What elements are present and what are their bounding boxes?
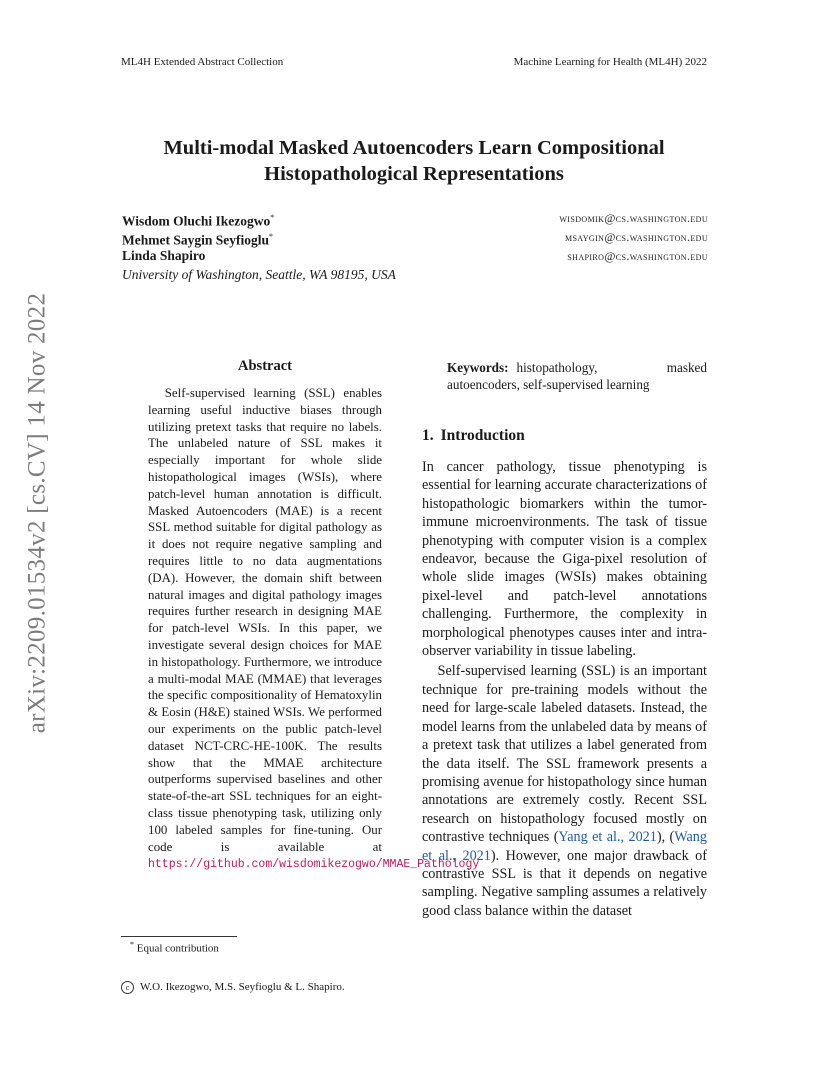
citation-link[interactable]: Yang et al., 2021 xyxy=(558,829,657,846)
running-header-right: Machine Learning for Health (ML4H) 2022 xyxy=(513,56,707,68)
footnote-rule xyxy=(121,936,237,937)
abstract-heading: Abstract xyxy=(238,358,292,374)
copyright-icon: c xyxy=(121,981,134,994)
author-name: Mehmet Saygin Seyfioglu xyxy=(122,232,269,248)
author-email: msaygin@cs.washington.edu xyxy=(564,230,708,244)
author-mark: * xyxy=(270,213,275,222)
abstract-body: Self-supervised learning (SSL) enables learning useful inductive biases through utilizing pretext tasks that require no labels. The unlabeled nature of SSL makes it especially important for whole slide histopathological images (WSIs), where patch-level human annotation is difficult. Masked Autoencoders (MAE) is a recent SSL method suitable for digital pathology as it does not require negative sampling and requires little to no data augmentations (DA). However, the domain shift between natural images and digital pathology images requires further research in designing MAE for patch-level WSIs. In this paper, we investigate several design choices for MAE in histopathology. Furthermore, we introduce a multi-modal MAE (MMAE) that leverages the specific compositionality of Hematoxylin & Eosin (H&E) stained WSIs. We performed our experiments on the public patch-level dataset NCT-CRC-HE-100K. The results show that the MMAE architecture outperforms supervised baselines and other state-of-the-art SSL techniques for an eight-class tissue phenotyping task, utilizing only 100 labeled samples for fine-tuning. Our code is available at xyxy=(148,386,382,854)
code-link[interactable]: https://github.com/wisdomikezogwo/MMAE_Pathology xyxy=(148,858,480,872)
abstract-text xyxy=(148,385,480,874)
author-block xyxy=(122,208,708,284)
author-name: Linda Shapiro xyxy=(122,248,206,263)
paragraph: In cancer pathology, tissue phenotyping is essential for learning accurate characterizations of histopathologic biomarkers within the tumor-immune microenvironments. The task of tissue phenotyping with computer vision is a complex endeavor, because the Giga-pixel resolution of whole slide images (WSIs) makes obtaining pixel-level and patch-level annotations challenging. Furthermore, the complexity in morphological phenotypes causes inter and intra-observer variability in tissue labeling. xyxy=(422,459,707,660)
paragraph-text: Self-supervised learning (SSL) is an important technique for pre-training models without the need for large-scale labeled datasets. Instead, the model learns from the unlabeled data by means of a pretext task that utilizes a label generated from the data itself. The SSL framework presents a promising avenue for histopathology since human annotations are extremely costly. Recent SSL research on histopathology focused mostly on contrastive techniques ( xyxy=(422,663,707,846)
introduction-body xyxy=(422,458,707,920)
author-name: Wisdom Oluchi Ikezogwo xyxy=(122,213,271,229)
author-row xyxy=(122,246,708,265)
section-title: Introduction xyxy=(440,427,525,444)
keywords-text: histopathology, masked autoencoders, self-supervised learning xyxy=(447,360,707,392)
section-number: 1. xyxy=(422,427,434,444)
author-row xyxy=(122,208,708,227)
copyright-line xyxy=(121,981,345,994)
footnote-text: Equal contribution xyxy=(136,942,219,955)
running-header-left: ML4H Extended Abstract Collection xyxy=(121,56,284,68)
author-email: shapiro@cs.washington.edu xyxy=(567,249,708,263)
keywords-label: Keywords: xyxy=(447,360,509,375)
paragraph xyxy=(422,662,707,920)
paragraph-text: ). However, one major drawback of contrastive SSL is that it depends on negative sampling. Negative sampling assumes a relatively good class balance within the dataset xyxy=(422,847,707,919)
keywords xyxy=(447,360,707,394)
footnote-mark: * xyxy=(130,940,134,949)
paper-title: Multi-modal Masked Autoencoders Learn Compositional Histopathological Representations xyxy=(163,137,665,185)
section-heading xyxy=(422,427,525,445)
arxiv-stamp xyxy=(23,268,50,758)
affiliation: University of Washington, Seattle, WA 98195, USA xyxy=(122,267,396,282)
copyright-text: W.O. Ikezogwo, M.S. Seyfioglu & L. Shapiro. xyxy=(140,981,345,993)
author-email: wisdomik@cs.washington.edu xyxy=(559,211,708,225)
author-mark: * xyxy=(269,232,273,241)
paragraph-text: ), ( xyxy=(656,829,675,846)
citation-link[interactable]: Wang et al., 2021 xyxy=(422,829,707,864)
arxiv-stamp-text: arXiv:2209.01534v2 [cs.CV] 14 Nov 2022 xyxy=(23,292,50,734)
author-row xyxy=(122,227,708,246)
footnote xyxy=(130,940,219,955)
